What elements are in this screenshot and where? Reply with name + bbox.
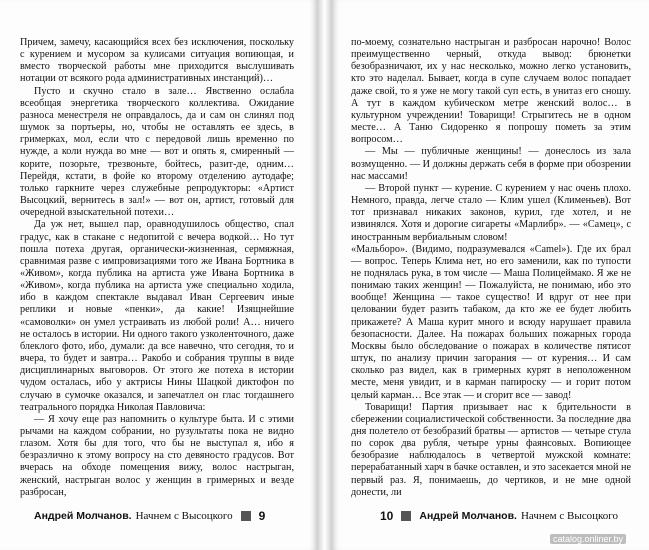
left-page-footer <box>34 509 265 523</box>
paragraph: по-моему, сознательно настрыган и разбросан нарочно! Волос преимущественно черный, откуда вывод: брюнетки безобразничают, их у нас несколько, можно легко установить, кто это наделал. Бывает, когда в супе случаем волос попадает даже свой, то я уже не могу такой суп есть, в унитаз его сношу. А тут в каждом кубическом метре женский волос… в культурном учреждении! Товарищи! Стрыгитесь не в одном месте… А Таню Сидоренко я попрошу пометь за этим вопросом… <box>351 37 631 146</box>
right-page-text <box>351 37 631 499</box>
left-page-text <box>20 37 294 499</box>
footer-square-icon <box>241 511 251 521</box>
footer-square-icon <box>401 511 411 521</box>
footer-author: Андрей Молчанов. <box>419 510 517 522</box>
paragraph: Товарищи! Партия призывает нас к бдительности в сбережении социалистической собственности. За последние два дня полетело от безобразий братвы — артистов — четыре стула по сорок два рубля, четыре урны фаянсовых. Вопиющее безобразие наблюдалось в четвертой мужской комнате: перерабатанный харч в бачке оставлен, и это засекается мной не первый раз. Я, понимаешь, до чертиков, и не мне одной донести, ли <box>351 401 631 498</box>
footer-author: Андрей Молчанов. <box>34 510 132 522</box>
paragraph: «Мальборо». (Видимо, подразумевался «Camel»). Где их брал — вопрос. Теперь Клима нет, но его заменили, как по тупости не поднялась рука, в том числе — Маша Полицеймако. Я же не понимаю таких женщин! — Пожалуйста, не понимаю, ибо это вообще! Женщина — такое существо! И вдруг от нее при целовании будет разить табаком, да кто же ее будет любить прикажете? А Маша курит много и всюду нарушает правила безопасности. Далее. На пожарах больших пожарных города Москвы было обследование о пожарах в количестве пятисот штук, по анализу причин загорания — от курения… И сам сколько раз видел, как в гримерных курят в неположенном месте, меня увидит, и в карман папироску — и горит потом целый карман… Все этак — и сгорит все — завод! <box>351 243 631 401</box>
paragraph: — Мы — публичные женщины! — донеслось из зала возмущенно. — И должны держать себя в форме при обозрении нас массами! <box>351 146 631 182</box>
paragraph: Причем, замечу, касающийся всех без исключения, поскольку с курением и мусором за кулисами ситуация вопиющая, и вместо творческой работы мне приходится выслушивать нотации от всякого рода административных инстанций)… <box>20 37 294 85</box>
paragraph: — Второй пункт — курение. С курением у нас очень плохо. Немного, правда, легче стало — Клим ушел (Клименьев). Вот тот признавал никаких законов, курил, где хотел, и не извинялся. Хотя и дорогие сигареты «Марлибр». — «Самец», с иностранным вербиальным словом! <box>351 182 631 243</box>
paragraph: — Я хочу еще раз напомнить о культуре быта. И с этими рычами на каждом собрании, но рузультаты пока не видно глазом. Хотя бы для того, что бы не выступал я, ибо я безразлично к этому вопросу на сто девяносто градусов. Вот вчерась на обходе помещения вижу, волос настрыган, женский, настрыган волос у женщин в гримерных и везде разбросан, <box>20 413 294 498</box>
footer-title: Начнем с Высоцкого <box>520 510 619 522</box>
paragraph: Да уж нет, вышел пар, оравнодушилось общество, спал градус, как в стакане с недопитой с вечера водкой… Но тут пошла потеха другая, органически-жизненная, сермяжная, сравнимая разве с импровизациями того же Ивана Бортника в «Живом», когда публика на артиста уже Ивана Бортника в «Живом», когда публика на артиста уже специально ходила, ибо в каждом спектакле выдавал Иван Сергеевич иные реплики и новые «пенки», да какие! Изящнейшие «самоволки» он умел устраивать из любой роли! А… ничего не осталось в истории. Ни одного такого узколенточного, даже блеклого фото, ибо, думали: да все навечно, что сегодня, то и вчера, то будет и завтра… Ракобо и собрания труппы в виде дисциплинарных выговоров. От этого же потеха в истории чудом осталась, ибо у актрисы Нины Шацкой диктофон по случаю в сумочке оказался, и запечатлел он глас тогдашнего театрального порядка Николая Павловича: <box>20 219 294 413</box>
page-number: 9 <box>258 509 266 523</box>
page-number: 10 <box>380 509 394 523</box>
right-page-footer <box>380 509 618 523</box>
book-gutter <box>317 0 332 550</box>
footer-title: Начнем с Высоцкого <box>135 510 233 522</box>
right-page <box>332 0 649 550</box>
left-page <box>0 0 317 550</box>
watermark: catalog.onliner.by <box>550 534 626 544</box>
paragraph: Пусто и скучно стало в зале… Явственно ослабла всеобщая энергетика творческого коллектива. Ожидание разноса менестреля не оправдалось, да и сам он слинял под шумок за портьеры, но, чтобы не оставлять ее здесь, в гримерках, мол, если что с передовой лишь временно по нужде, а коли нужда во мне — вот и опять я, смиренный — корите, позорьте, трезвоньте, бойтесь, разит-де, одним… Перейдя, кстати, в фойе ко второму отделению аутодафе; только гаркните через служебные репродукторы: «Артист Высоцкий, вернитесь в зал!» — вот он, артист, готовый для очередной взыскательной потехи… <box>20 85 294 219</box>
